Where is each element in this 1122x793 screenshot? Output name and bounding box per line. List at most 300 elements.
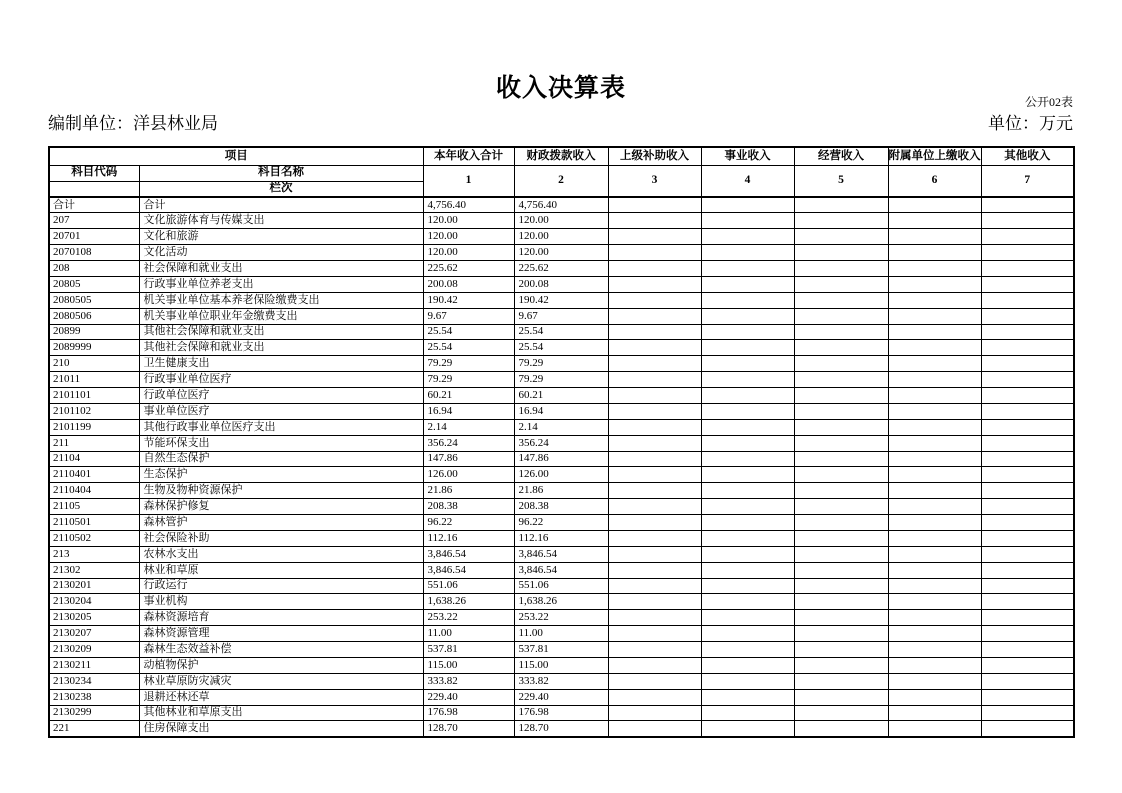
value-cell-business (701, 673, 794, 689)
value-cell-affiliated (888, 689, 981, 705)
value-cell-business (701, 276, 794, 292)
table-row (49, 594, 1074, 610)
value-cell-affiliated (888, 546, 981, 562)
table-row (49, 467, 1074, 483)
value-cell-business (701, 388, 794, 404)
subject-code-cell: 合计 (49, 197, 139, 213)
value-cell-superior (608, 451, 701, 467)
value-cell-total: 126.00 (423, 467, 514, 483)
subject-name-cell: 住房保障支出 (139, 721, 423, 737)
value-cell-operating (794, 578, 888, 594)
value-cell-affiliated (888, 657, 981, 673)
value-cell-business (701, 562, 794, 578)
value-cell-operating (794, 229, 888, 245)
value-cell-affiliated (888, 324, 981, 340)
compiling-unit-label: 编制单位：洋县林业局 (48, 114, 218, 133)
value-cell-fiscal: 147.86 (514, 451, 608, 467)
value-cell-operating (794, 499, 888, 515)
value-cell-total: 25.54 (423, 340, 514, 356)
subject-code-cell: 213 (49, 546, 139, 562)
subject-code-cell: 2130204 (49, 594, 139, 610)
value-cell-operating (794, 356, 888, 372)
value-cell-superior (608, 276, 701, 292)
value-cell-operating (794, 562, 888, 578)
subject-code-cell: 2080505 (49, 292, 139, 308)
value-cell-other (981, 626, 1074, 642)
value-cell-fiscal: 4,756.40 (514, 197, 608, 213)
subject-name-cell: 森林资源管理 (139, 626, 423, 642)
value-cell-fiscal: 25.54 (514, 340, 608, 356)
value-cell-operating (794, 213, 888, 229)
value-cell-other (981, 261, 1074, 277)
subject-code-cell: 221 (49, 721, 139, 737)
value-cell-affiliated (888, 229, 981, 245)
table-row (49, 642, 1074, 658)
value-cell-operating (794, 451, 888, 467)
table-row (49, 356, 1074, 372)
subject-name-cell: 机关事业单位基本养老保险缴费支出 (139, 292, 423, 308)
value-cell-affiliated (888, 403, 981, 419)
table-row (49, 626, 1074, 642)
value-cell-other (981, 546, 1074, 562)
value-cell-affiliated (888, 515, 981, 531)
value-cell-fiscal: 2.14 (514, 419, 608, 435)
value-cell-affiliated (888, 705, 981, 721)
value-cell-total: 112.16 (423, 530, 514, 546)
value-cell-operating (794, 292, 888, 308)
value-cell-total: 115.00 (423, 657, 514, 673)
value-cell-superior (608, 657, 701, 673)
value-cell-operating (794, 594, 888, 610)
value-cell-business (701, 499, 794, 515)
value-cell-affiliated (888, 435, 981, 451)
value-cell-business (701, 372, 794, 388)
value-cell-affiliated (888, 642, 981, 658)
value-cell-superior (608, 721, 701, 737)
value-cell-affiliated (888, 626, 981, 642)
table-row (49, 499, 1074, 515)
value-cell-fiscal: 16.94 (514, 403, 608, 419)
value-cell-operating (794, 340, 888, 356)
value-cell-business (701, 403, 794, 419)
value-cell-other (981, 276, 1074, 292)
value-cell-superior (608, 642, 701, 658)
value-cell-other (981, 705, 1074, 721)
value-cell-fiscal: 79.29 (514, 372, 608, 388)
table-row (49, 578, 1074, 594)
value-cell-affiliated (888, 197, 981, 213)
value-cell-superior (608, 197, 701, 213)
header-colnum-3: 3 (608, 165, 701, 197)
value-cell-affiliated (888, 610, 981, 626)
value-cell-fiscal: 96.22 (514, 515, 608, 531)
table-row (49, 435, 1074, 451)
header-project: 项目 (49, 147, 423, 165)
value-cell-fiscal: 11.00 (514, 626, 608, 642)
value-cell-other (981, 229, 1074, 245)
value-cell-total: 225.62 (423, 261, 514, 277)
value-cell-operating (794, 403, 888, 419)
value-cell-superior (608, 673, 701, 689)
subject-code-cell: 207 (49, 213, 139, 229)
value-cell-total: 21.86 (423, 483, 514, 499)
value-cell-other (981, 594, 1074, 610)
value-cell-other (981, 642, 1074, 658)
subject-code-cell: 20805 (49, 276, 139, 292)
subject-code-cell: 21104 (49, 451, 139, 467)
value-cell-total: 60.21 (423, 388, 514, 404)
value-cell-other (981, 530, 1074, 546)
value-cell-fiscal: 176.98 (514, 705, 608, 721)
subject-name-cell: 社会保险补助 (139, 530, 423, 546)
value-cell-operating (794, 483, 888, 499)
value-cell-business (701, 340, 794, 356)
value-cell-affiliated (888, 530, 981, 546)
value-cell-other (981, 388, 1074, 404)
value-cell-business (701, 530, 794, 546)
subject-code-cell: 20701 (49, 229, 139, 245)
value-cell-operating (794, 657, 888, 673)
header-colnum-6: 6 (888, 165, 981, 197)
subject-name-cell: 自然生态保护 (139, 451, 423, 467)
header-subject-name: 科目名称 (139, 165, 423, 181)
value-cell-superior (608, 499, 701, 515)
subject-name-cell: 生态保护 (139, 467, 423, 483)
value-cell-superior (608, 245, 701, 261)
subject-name-cell: 林业和草原 (139, 562, 423, 578)
value-cell-operating (794, 419, 888, 435)
value-cell-fiscal: 208.38 (514, 499, 608, 515)
subject-code-cell: 210 (49, 356, 139, 372)
table-row (49, 276, 1074, 292)
subject-code-cell: 2130201 (49, 578, 139, 594)
value-cell-business (701, 213, 794, 229)
subject-name-cell: 森林管护 (139, 515, 423, 531)
header-colnum-7: 7 (981, 165, 1074, 197)
subject-code-cell: 2130205 (49, 610, 139, 626)
value-cell-business (701, 324, 794, 340)
value-cell-other (981, 213, 1074, 229)
value-cell-total: 120.00 (423, 245, 514, 261)
value-cell-business (701, 229, 794, 245)
subject-name-cell: 卫生健康支出 (139, 356, 423, 372)
subject-name-cell: 其他社会保障和就业支出 (139, 340, 423, 356)
value-cell-total: 120.00 (423, 213, 514, 229)
value-cell-fiscal: 126.00 (514, 467, 608, 483)
table-row (49, 546, 1074, 562)
value-cell-total: 333.82 (423, 673, 514, 689)
value-cell-other (981, 340, 1074, 356)
value-cell-other (981, 197, 1074, 213)
table-row (49, 324, 1074, 340)
value-cell-business (701, 705, 794, 721)
table-row (49, 705, 1074, 721)
table-row (49, 530, 1074, 546)
value-cell-business (701, 435, 794, 451)
subject-code-cell: 211 (49, 435, 139, 451)
value-cell-superior (608, 594, 701, 610)
value-cell-other (981, 483, 1074, 499)
value-cell-affiliated (888, 213, 981, 229)
form-number-label: 公开02表 (1024, 95, 1073, 109)
value-cell-other (981, 562, 1074, 578)
header-colnum-2: 2 (514, 165, 608, 197)
value-cell-business (701, 245, 794, 261)
subject-name-cell: 森林生态效益补偿 (139, 642, 423, 658)
subject-name-cell: 林业草原防灾减灾 (139, 673, 423, 689)
value-cell-operating (794, 642, 888, 658)
subject-name-cell: 退耕还林还草 (139, 689, 423, 705)
value-cell-fiscal: 60.21 (514, 388, 608, 404)
value-cell-operating (794, 435, 888, 451)
subject-name-cell: 行政单位医疗 (139, 388, 423, 404)
value-cell-total: 2.14 (423, 419, 514, 435)
table-row (49, 483, 1074, 499)
value-cell-total: 551.06 (423, 578, 514, 594)
table-row (49, 261, 1074, 277)
value-cell-operating (794, 626, 888, 642)
table-row (49, 213, 1074, 229)
value-cell-business (701, 642, 794, 658)
value-cell-total: 9.67 (423, 308, 514, 324)
value-cell-superior (608, 578, 701, 594)
table-row (49, 372, 1074, 388)
value-cell-superior (608, 689, 701, 705)
value-cell-other (981, 721, 1074, 737)
value-cell-operating (794, 546, 888, 562)
value-cell-other (981, 657, 1074, 673)
value-cell-fiscal: 9.67 (514, 308, 608, 324)
subject-name-cell: 动植物保护 (139, 657, 423, 673)
value-cell-other (981, 308, 1074, 324)
value-cell-fiscal: 112.16 (514, 530, 608, 546)
value-cell-total: 176.98 (423, 705, 514, 721)
income-accounts-table (48, 146, 1075, 738)
subject-name-cell: 文化旅游体育与传媒支出 (139, 213, 423, 229)
value-cell-superior (608, 229, 701, 245)
value-cell-fiscal: 128.70 (514, 721, 608, 737)
table-row (49, 308, 1074, 324)
header-col-fiscal: 财政拨款收入 (514, 147, 608, 165)
header-colnum-4: 4 (701, 165, 794, 197)
table-row (49, 388, 1074, 404)
subject-code-cell: 20899 (49, 324, 139, 340)
value-cell-business (701, 546, 794, 562)
value-cell-superior (608, 292, 701, 308)
subject-name-cell: 森林保护修复 (139, 499, 423, 515)
value-cell-business (701, 689, 794, 705)
value-cell-affiliated (888, 673, 981, 689)
subject-code-cell: 21105 (49, 499, 139, 515)
subject-name-cell: 森林资源培育 (139, 610, 423, 626)
value-cell-total: 200.08 (423, 276, 514, 292)
value-cell-fiscal: 537.81 (514, 642, 608, 658)
value-cell-operating (794, 261, 888, 277)
value-cell-superior (608, 356, 701, 372)
table-row (49, 721, 1074, 737)
value-cell-fiscal: 551.06 (514, 578, 608, 594)
value-cell-fiscal: 3,846.54 (514, 546, 608, 562)
value-cell-operating (794, 705, 888, 721)
subject-name-cell: 文化和旅游 (139, 229, 423, 245)
value-cell-superior (608, 483, 701, 499)
subject-name-cell: 合计 (139, 197, 423, 213)
value-cell-affiliated (888, 292, 981, 308)
value-cell-business (701, 419, 794, 435)
value-cell-superior (608, 705, 701, 721)
subject-code-cell: 2101102 (49, 403, 139, 419)
subject-name-cell: 机关事业单位职业年金缴费支出 (139, 308, 423, 324)
table-row (49, 197, 1074, 213)
value-cell-business (701, 292, 794, 308)
header-col-operating: 经营收入 (794, 147, 888, 165)
subject-code-cell: 2070108 (49, 245, 139, 261)
value-cell-superior (608, 610, 701, 626)
value-cell-affiliated (888, 419, 981, 435)
header-empty-cell (49, 181, 139, 197)
value-cell-affiliated (888, 483, 981, 499)
value-cell-business (701, 261, 794, 277)
value-cell-total: 79.29 (423, 356, 514, 372)
value-cell-operating (794, 530, 888, 546)
header-col-business: 事业收入 (701, 147, 794, 165)
subject-code-cell: 2110401 (49, 467, 139, 483)
subject-code-cell: 2130234 (49, 673, 139, 689)
value-cell-affiliated (888, 261, 981, 277)
subject-name-cell: 行政运行 (139, 578, 423, 594)
value-cell-total: 4,756.40 (423, 197, 514, 213)
value-cell-other (981, 292, 1074, 308)
value-cell-other (981, 324, 1074, 340)
value-cell-total: 96.22 (423, 515, 514, 531)
value-cell-business (701, 626, 794, 642)
value-cell-total: 79.29 (423, 372, 514, 388)
unit-label: 单位：万元 (988, 114, 1073, 133)
value-cell-business (701, 515, 794, 531)
subject-code-cell: 2089999 (49, 340, 139, 356)
value-cell-fiscal: 115.00 (514, 657, 608, 673)
value-cell-affiliated (888, 594, 981, 610)
value-cell-operating (794, 610, 888, 626)
subject-code-cell: 2130209 (49, 642, 139, 658)
value-cell-total: 537.81 (423, 642, 514, 658)
value-cell-superior (608, 388, 701, 404)
subject-code-cell: 2110502 (49, 530, 139, 546)
subject-code-cell: 2110501 (49, 515, 139, 531)
value-cell-affiliated (888, 499, 981, 515)
value-cell-affiliated (888, 276, 981, 292)
value-cell-fiscal: 120.00 (514, 213, 608, 229)
value-cell-operating (794, 673, 888, 689)
subject-name-cell: 行政事业单位养老支出 (139, 276, 423, 292)
header-colnum-1: 1 (423, 165, 514, 197)
value-cell-fiscal: 120.00 (514, 245, 608, 261)
value-cell-affiliated (888, 467, 981, 483)
value-cell-other (981, 419, 1074, 435)
table-row (49, 515, 1074, 531)
table-body (49, 197, 1074, 737)
value-cell-affiliated (888, 562, 981, 578)
value-cell-superior (608, 626, 701, 642)
subject-name-cell: 事业单位医疗 (139, 403, 423, 419)
subject-code-cell: 2080506 (49, 308, 139, 324)
value-cell-fiscal: 229.40 (514, 689, 608, 705)
subject-code-cell: 2101101 (49, 388, 139, 404)
value-cell-total: 16.94 (423, 403, 514, 419)
value-cell-affiliated (888, 451, 981, 467)
table-row (49, 419, 1074, 435)
value-cell-total: 229.40 (423, 689, 514, 705)
value-cell-other (981, 403, 1074, 419)
value-cell-affiliated (888, 721, 981, 737)
subject-name-cell: 行政事业单位医疗 (139, 372, 423, 388)
table-row (49, 292, 1074, 308)
value-cell-superior (608, 324, 701, 340)
value-cell-affiliated (888, 340, 981, 356)
table-row (49, 245, 1074, 261)
value-cell-operating (794, 308, 888, 324)
subject-name-cell: 农林水支出 (139, 546, 423, 562)
table-row (49, 673, 1074, 689)
value-cell-total: 11.00 (423, 626, 514, 642)
value-cell-total: 190.42 (423, 292, 514, 308)
value-cell-other (981, 451, 1074, 467)
value-cell-fiscal: 200.08 (514, 276, 608, 292)
value-cell-affiliated (888, 356, 981, 372)
value-cell-other (981, 245, 1074, 261)
table-row (49, 689, 1074, 705)
value-cell-business (701, 721, 794, 737)
value-cell-affiliated (888, 388, 981, 404)
value-cell-operating (794, 515, 888, 531)
value-cell-business (701, 197, 794, 213)
subject-name-cell: 节能环保支出 (139, 435, 423, 451)
value-cell-business (701, 451, 794, 467)
value-cell-superior (608, 261, 701, 277)
value-cell-total: 147.86 (423, 451, 514, 467)
subject-code-cell: 21011 (49, 372, 139, 388)
value-cell-superior (608, 340, 701, 356)
header-col-superior: 上级补助收入 (608, 147, 701, 165)
table-row (49, 451, 1074, 467)
value-cell-total: 253.22 (423, 610, 514, 626)
value-cell-operating (794, 689, 888, 705)
value-cell-business (701, 356, 794, 372)
value-cell-affiliated (888, 245, 981, 261)
subject-code-cell: 2130211 (49, 657, 139, 673)
subject-code-cell: 21302 (49, 562, 139, 578)
value-cell-affiliated (888, 372, 981, 388)
subject-name-cell: 其他林业和草原支出 (139, 705, 423, 721)
value-cell-operating (794, 324, 888, 340)
value-cell-other (981, 356, 1074, 372)
value-cell-operating (794, 388, 888, 404)
value-cell-fiscal: 356.24 (514, 435, 608, 451)
header-col-other: 其他收入 (981, 147, 1074, 165)
value-cell-superior (608, 308, 701, 324)
value-cell-fiscal: 25.54 (514, 324, 608, 340)
value-cell-operating (794, 276, 888, 292)
subject-name-cell: 社会保障和就业支出 (139, 261, 423, 277)
value-cell-fiscal: 21.86 (514, 483, 608, 499)
value-cell-superior (608, 530, 701, 546)
value-cell-total: 1,638.26 (423, 594, 514, 610)
header-row-2 (49, 165, 1074, 181)
value-cell-other (981, 499, 1074, 515)
value-cell-business (701, 657, 794, 673)
header-colnum-5: 5 (794, 165, 888, 197)
subject-code-cell: 2130207 (49, 626, 139, 642)
